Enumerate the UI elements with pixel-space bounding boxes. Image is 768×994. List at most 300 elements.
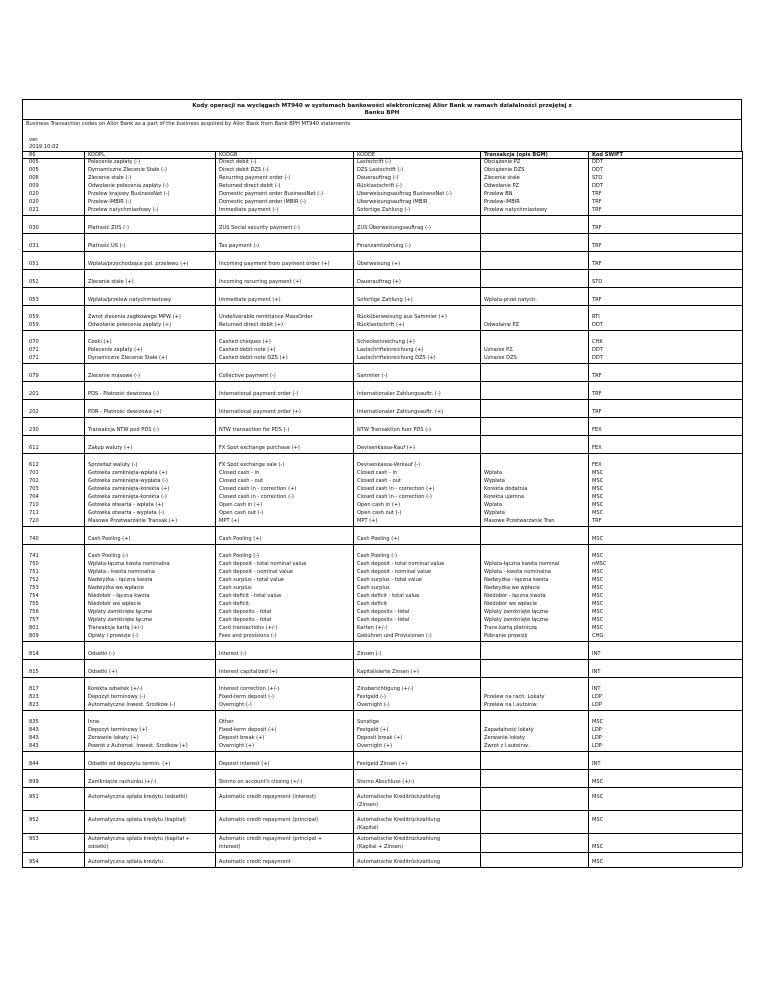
version-label: ver. (29, 137, 39, 143)
cell-kodpl: Polecenie zapłaty (+) (85, 347, 216, 355)
cell-kodde: Dauerauftrag (-) (354, 175, 481, 183)
cell-kodde: Überweisungsauftrag BusinessNet (-) (354, 191, 481, 199)
cell-swift (589, 834, 743, 845)
table-row (23, 625, 743, 633)
cell-code: 843 (23, 727, 85, 735)
cell-swift: MSC (589, 853, 743, 868)
cell-kodpl: Sprzedaż waluty (-) (85, 454, 216, 471)
cell-transakcja (481, 825, 589, 834)
cell-kodpl: PDR - Płatność dewizowa (+) (85, 400, 216, 418)
cell-kodde: Open cash out (-) (354, 510, 481, 518)
document-sheet (22, 99, 742, 868)
cell-code: 702 (23, 478, 85, 486)
table-row (23, 633, 743, 642)
cell-swift: INT (589, 660, 743, 678)
cell-transakcja: Wpłata-przel.natych. (481, 288, 589, 306)
cell-transakcja: Wpłaty zamknięte łączne (481, 609, 589, 617)
cell-code: 741 (23, 545, 85, 562)
table-row (23, 545, 743, 562)
cell-code: 755 (23, 601, 85, 609)
table-row (23, 694, 743, 702)
cell-kodde: Devisenkassa-Kauf (+) (354, 436, 481, 454)
cell-kodpl: Automatyczne Inwest. Środków (-) (85, 702, 216, 711)
cell-kodgb: International payment order (-) (216, 382, 354, 400)
cell-code: 703 (23, 486, 85, 494)
cell-kodde: Festgeld (-) (354, 694, 481, 702)
cell-kodde: Rücküberweisung aus Sammler (+) (354, 306, 481, 323)
cell-code: 751 (23, 569, 85, 577)
cell-kodgb: Returned direct debit (+) (216, 322, 354, 331)
table-row (23, 593, 743, 601)
cell-transakcja (481, 660, 589, 678)
cell-kodpl: Gotówka zamknięta-korekta (+) (85, 486, 216, 494)
cell-transakcja: Obciążenie DZS (481, 167, 589, 175)
cell-swift: CHG (589, 633, 743, 642)
cell-transakcja (481, 382, 589, 400)
cell-kodgb: Cash deposits - total (216, 617, 354, 625)
cell-transakcja (481, 853, 589, 868)
cell-code: 843 (23, 735, 85, 743)
cell-kodgb: Incoming payment from payment order (+) (216, 252, 354, 270)
cell-kodpl: Powrót z Automat. Inwest. Środków (+) (85, 743, 216, 752)
table-row (23, 577, 743, 585)
cell-code: 899 (23, 770, 85, 788)
table-row (23, 216, 743, 234)
cell-code: 005 (23, 159, 85, 168)
cell-kodde: Cash deposits - total (354, 617, 481, 625)
cell-swift: MSC (589, 494, 743, 502)
cell-code (23, 802, 85, 811)
cell-kodpl: Zakup waluty (+) (85, 436, 216, 454)
cell-code: 201 (23, 382, 85, 400)
cell-transakcja (481, 678, 589, 695)
cell-kodpl: Płatność US (-) (85, 234, 216, 252)
cell-swift: FEX (589, 436, 743, 454)
cell-kodde: Automatische Kreditrückzahlung (354, 811, 481, 826)
cell-kodpl: Inne (85, 711, 216, 728)
cell-code: 009 (23, 183, 85, 191)
cell-swift: TRF (589, 216, 743, 234)
table-row (23, 735, 743, 743)
cell-transakcja: Zapadalność lokaty (481, 727, 589, 735)
cell-kodpl: Depozyt terminowy (-) (85, 694, 216, 702)
table-row (23, 642, 743, 660)
cell-swift: MSC (589, 510, 743, 518)
cell-transakcja (481, 844, 589, 853)
cell-kodgb: Cashed debit note DZS (+) (216, 355, 354, 364)
cell-code: 005 (23, 167, 85, 175)
table-row (23, 802, 743, 811)
cell-transakcja (481, 642, 589, 660)
table-row (23, 752, 743, 770)
table-row (23, 347, 743, 355)
cell-code: 814 (23, 642, 85, 660)
table-row (23, 306, 743, 323)
transaction-codes-table (22, 151, 743, 867)
cell-code: 053 (23, 288, 85, 306)
cell-kodgb: Immediate payment (+) (216, 288, 354, 306)
cell-code: 230 (23, 418, 85, 436)
cell-kodpl: Transakcja NTW pod PDS (-) (85, 418, 216, 436)
cell-kodgb: Cashed cheques (+) (216, 331, 354, 348)
cell-kodde: Closed cash in - correction (+) (354, 486, 481, 494)
cell-transakcja (481, 306, 589, 323)
cell-swift: DDT (589, 159, 743, 168)
cell-transakcja (481, 436, 589, 454)
cell-transakcja (481, 545, 589, 562)
cell-kodde: Festgeld (+) (354, 727, 481, 735)
cell-kodgb: Cash deposit - nominal value (216, 569, 354, 577)
cell-transakcja (481, 802, 589, 811)
cell-swift: LDP (589, 727, 743, 735)
cell-transakcja: Obciążenie PZ (481, 159, 589, 168)
cell-kodgb: Fees and provisions (-) (216, 633, 354, 642)
cell-kodde: Deposit break (+) (354, 735, 481, 743)
cell-kodde: Überweisung (+) (354, 252, 481, 270)
header-transakcja: Transakcja (opis BGM) (481, 152, 589, 159)
cell-kodpl: Automatyczna spłata kredytu (kapitał) (85, 811, 216, 826)
cell-kodpl: Odsetki (+) (85, 660, 216, 678)
cell-code: 757 (23, 617, 85, 625)
cell-kodgb: Storno on account's closing (+/-) (216, 770, 354, 788)
cell-transakcja (481, 270, 589, 288)
table-row (23, 494, 743, 502)
cell-swift: MSC (589, 585, 743, 593)
cell-swift: MSC (589, 470, 743, 478)
header-kodde: KODDE (354, 152, 481, 159)
cell-code: 021 (23, 207, 85, 216)
cell-transakcja: Przelew na rach. Lokaty (481, 694, 589, 702)
table-row (23, 770, 743, 788)
cell-swift: MSC (589, 577, 743, 585)
cell-kodgb: Deposit interest (+) (216, 752, 354, 770)
cell-swift: TRF (589, 400, 743, 418)
table-row (23, 825, 743, 834)
cell-kodgb: International payment order (+) (216, 400, 354, 418)
cell-kodde: Karten (+/-) (354, 625, 481, 633)
cell-swift: TRF (589, 191, 743, 199)
table-row (23, 183, 743, 191)
cell-transakcja (481, 811, 589, 826)
cell-kodgb: Tax payment (-) (216, 234, 354, 252)
cell-transakcja (481, 364, 589, 382)
cell-swift: STO (589, 270, 743, 288)
cell-kodpl: Zamknięcie rachunku (+/-) (85, 770, 216, 788)
cell-kodgb: Cashed debit note (+) (216, 347, 354, 355)
table-row (23, 678, 743, 695)
cell-kodpl: Depozyt terminowy (+) (85, 727, 216, 735)
cell-swift: MSC (589, 502, 743, 510)
cell-swift: DDT (589, 167, 743, 175)
cell-swift: TRF (589, 207, 743, 216)
cell-transakcja: Masowe Przetwarzanie Tran (481, 518, 589, 527)
cell-kodgb: Domestic payment order BusinessNet (-) (216, 191, 354, 199)
cell-kodgb: Closed cash in - correction (+) (216, 486, 354, 494)
cell-transakcja (481, 418, 589, 436)
cell-swift: TRF (589, 288, 743, 306)
cell-code: 754 (23, 593, 85, 601)
cell-kodgb: Deposit break (+) (216, 735, 354, 743)
cell-code: 815 (23, 660, 85, 678)
cell-kodpl: Automatyczna spłata kredytu (odsetki) (85, 788, 216, 803)
cell-swift: MSC (589, 617, 743, 625)
cell-code: 701 (23, 470, 85, 478)
cell-swift: MSC (589, 811, 743, 826)
cell-code: 059 (23, 306, 85, 323)
cell-kodde: Sofortige Zahlung (+) (354, 288, 481, 306)
cell-code: 756 (23, 609, 85, 617)
table-row (23, 853, 743, 868)
cell-kodgb: Direct debit (-) (216, 159, 354, 168)
cell-kodpl: Cash Pooling (+) (85, 527, 216, 545)
cell-swift: MSC (589, 545, 743, 562)
cell-swift: TRF (589, 518, 743, 527)
cell-kodgb: Cash deposit - total nominal value (216, 561, 354, 569)
cell-swift: MSC (589, 478, 743, 486)
cell-code: 030 (23, 216, 85, 234)
table-row (23, 727, 743, 735)
table-row (23, 844, 743, 853)
cell-code: 051 (23, 252, 85, 270)
table-row (23, 702, 743, 711)
cell-code: 835 (23, 711, 85, 728)
cell-kodde: Open cash in (+) (354, 502, 481, 510)
cell-swift: FEX (589, 418, 743, 436)
cell-kodgb: FX Spot exchange purchase (+) (216, 436, 354, 454)
cell-kodpl: odsetki) (85, 844, 216, 853)
cell-kodde: Cash deficit - total value (354, 593, 481, 601)
cell-code: 704 (23, 494, 85, 502)
cell-transakcja (481, 711, 589, 728)
cell-kodde: Closed cash - out (354, 478, 481, 486)
table-row (23, 788, 743, 803)
cell-kodpl: Automatyczna spłata kredytu (kapitał + (85, 834, 216, 845)
cell-code: 817 (23, 678, 85, 695)
cell-code: 954 (23, 853, 85, 868)
cell-transakcja: Wypłata (481, 510, 589, 518)
cell-kodde: Cash deposit - nominal value (354, 569, 481, 577)
cell-kodgb (216, 802, 354, 811)
cell-kodde: Cash Pooling (+) (354, 527, 481, 545)
cell-kodgb: Collective payment (-) (216, 364, 354, 382)
cell-swift: LDP (589, 743, 743, 752)
table-row (23, 486, 743, 494)
cell-kodgb: Card transactions (+/-) (216, 625, 354, 633)
cell-code: 753 (23, 585, 85, 593)
table-row (23, 364, 743, 382)
cell-transakcja: Odwołanie PZ (481, 183, 589, 191)
cell-kodde: Finanzamtzahlung (-) (354, 234, 481, 252)
cell-transakcja: Uznanie DZS (481, 355, 589, 364)
table-row (23, 331, 743, 348)
cell-kodpl: Przelew natychmiastowy (-) (85, 207, 216, 216)
title-box (22, 99, 742, 120)
cell-kodgb (216, 825, 354, 834)
cell-kodpl: Gotówka zamknięta-korekta (-) (85, 494, 216, 502)
cell-transakcja: Niedobór we wpłacie (481, 601, 589, 609)
table-row (23, 510, 743, 518)
table-row (23, 159, 743, 168)
header-kodpl: KODPL (85, 152, 216, 159)
cell-kodpl: Korekta odsetek (+/-) (85, 678, 216, 695)
cell-kodgb: Fixed-term deposit (-) (216, 694, 354, 702)
cell-kodpl: Zwrot zlecenia zagłkowego MPW (+) (85, 306, 216, 323)
cell-transakcja: Pobranie prowizji (481, 633, 589, 642)
cell-kodde: Closed cash in - correction (-) (354, 494, 481, 502)
cell-transakcja: Wypłata (481, 478, 589, 486)
document-title: Kody operacji na wyciągach MT940 w systemach bankowości elektronicznej Alior Bank w ramach działalności przejętej z Banku BPH (192, 103, 572, 116)
cell-swift: nMSC (589, 561, 743, 569)
cell-code: 844 (23, 752, 85, 770)
cell-kodpl: Zlecenie stałe (+) (85, 270, 216, 288)
cell-transakcja: Wpłata-łączna kwota nominal (481, 561, 589, 569)
cell-swift: TRF (589, 382, 743, 400)
cell-kodpl: Wpłaty zamknięte łączne (85, 617, 216, 625)
cell-transakcja (481, 400, 589, 418)
cell-kodgb: Cash deposits - total (216, 609, 354, 617)
cell-kodpl: Przelew krajowy BusinessNet (-) (85, 191, 216, 199)
cell-code: 071 (23, 355, 85, 364)
cell-kodpl (85, 825, 216, 834)
cell-kodgb: Cash surplus (216, 585, 354, 593)
cell-transakcja: Wpłata (481, 502, 589, 510)
cell-swift (589, 802, 743, 811)
cell-kodgb: Automatic credit repayment (principal) (216, 811, 354, 826)
cell-kodde: Cash surplus - total value (354, 577, 481, 585)
cell-kodgb: Direct debit DZS (-) (216, 167, 354, 175)
cell-transakcja: Uznanie PZ (481, 347, 589, 355)
cell-swift: MSC (589, 569, 743, 577)
cell-kodpl: Transakcja kartą (+/-) (85, 625, 216, 633)
version-info (22, 134, 742, 151)
table-row (23, 270, 743, 288)
cell-kodde: DZS Lastschrift (-) (354, 167, 481, 175)
cell-kodpl (85, 802, 216, 811)
cell-transakcja: Przelew natychmiastowy (481, 207, 589, 216)
cell-swift: TRF (589, 364, 743, 382)
cell-code (23, 825, 85, 834)
cell-code: 020 (23, 199, 85, 207)
cell-swift: STO (589, 175, 743, 183)
cell-code: 710 (23, 502, 85, 510)
cell-kodde: (Kapital + Zinsen) (354, 844, 481, 853)
cell-swift: MSC (589, 601, 743, 609)
cell-kodde: Cash deficit (354, 601, 481, 609)
cell-code: 611 (23, 436, 85, 454)
cell-code: 740 (23, 527, 85, 545)
cell-code: 059 (23, 322, 85, 331)
cell-kodde: Rücklastschrift (-) (354, 183, 481, 191)
cell-kodgb: Cash surplus - total value (216, 577, 354, 585)
cell-code: 711 (23, 510, 85, 518)
cell-swift: MSC (589, 770, 743, 788)
cell-transakcja: Wpłata (481, 470, 589, 478)
table-row (23, 518, 743, 527)
cell-kodde: Überweisungsauftrag iMBIR (354, 199, 481, 207)
table-row (23, 382, 743, 400)
cell-swift: DDT (589, 355, 743, 364)
cell-swift: DDT (589, 347, 743, 355)
cell-kodgb: ZUS Social security payment (-) (216, 216, 354, 234)
cell-kodpl: Wpłata-łączna kwota nominalna (85, 561, 216, 569)
cell-swift: INT (589, 642, 743, 660)
cell-kodgb: Returned direct debit (-) (216, 183, 354, 191)
cell-kodgb: Cash Pooling (+) (216, 527, 354, 545)
cell-transakcja: Wpłaty zamknięte łączne (481, 617, 589, 625)
cell-kodpl: Zlecenie stałe (-) (85, 175, 216, 183)
cell-code: 752 (23, 577, 85, 585)
cell-kodpl: Cash Pooling (-) (85, 545, 216, 562)
table-row (23, 252, 743, 270)
cell-kodde: Lastschrifteinreichung (+) (354, 347, 481, 355)
cell-transakcja: Korekta ujemna (481, 494, 589, 502)
cell-swift: TRF (589, 252, 743, 270)
cell-transakcja (481, 454, 589, 471)
header-swift: Kod SWIFT (589, 152, 743, 159)
cell-kodgb: Cash deficit - total value (216, 593, 354, 601)
cell-swift: DDT (589, 183, 743, 191)
cell-code: 020 (23, 191, 85, 199)
cell-kodpl: Masowe Przetwarzanie Transak.(+) (85, 518, 216, 527)
cell-kodgb: Cash deficit (216, 601, 354, 609)
table-row (23, 601, 743, 609)
cell-kodpl: Niedobór - łączna kwota (85, 593, 216, 601)
cell-swift: MSC (589, 625, 743, 633)
cell-kodde: NTW Transaktion fuer PDS (-) (354, 418, 481, 436)
cell-kodgb: Automatic credit repayment (interest) (216, 788, 354, 803)
cell-kodde: Automatische Kreditrückzahlung (354, 853, 481, 868)
table-row (23, 207, 743, 216)
cell-kodpl: PDS - Płatność dewizowa (-) (85, 382, 216, 400)
cell-kodde: Devisenkassa-Verkauf (-) (354, 454, 481, 471)
cell-transakcja (481, 216, 589, 234)
cell-swift: MSC (589, 711, 743, 728)
table-row (23, 585, 743, 593)
cell-kodgb: Undeliverable remittance MassOrder (216, 306, 354, 323)
cell-kodpl: Wpłaty zamknięte łączne (85, 609, 216, 617)
table-row (23, 234, 743, 252)
cell-kodde: Cash Pooling (-) (354, 545, 481, 562)
cell-kodgb: Immediate payment (-) (216, 207, 354, 216)
cell-kodde: MPT (+) (354, 518, 481, 527)
cell-swift: MSC (589, 527, 743, 545)
cell-kodpl: Niedobór we wpłacie (85, 601, 216, 609)
cell-code: 750 (23, 561, 85, 569)
cell-kodgb: Open cash in (+) (216, 502, 354, 510)
cell-kodde: Lastschrifteinreichung DZS (+) (354, 355, 481, 364)
cell-kodde: Internationaler Zahlungsauftr. (+) (354, 400, 481, 418)
table-row (23, 711, 743, 728)
cell-code: 951 (23, 788, 85, 803)
cell-transakcja (481, 331, 589, 348)
cell-code: 809 (23, 633, 85, 642)
cell-code: 823 (23, 702, 85, 711)
table-row (23, 355, 743, 364)
cell-kodpl: Zlecenie masowe (-) (85, 364, 216, 382)
table-row (23, 191, 743, 199)
table-row (23, 288, 743, 306)
cell-swift: CHK (589, 331, 743, 348)
document-subtitle: Business Transaction codes on Alior Bank as a part of the business acquired by Alior Bank from Bank BPH MT940 statements (22, 120, 742, 134)
cell-kodde: Rücklastschrift (+) (354, 322, 481, 331)
cell-kodgb: Closed cash - out (216, 478, 354, 486)
cell-swift: INT (589, 678, 743, 695)
cell-code: 843 (23, 743, 85, 752)
header-kodgb: KODGB (216, 152, 354, 159)
cell-kodpl: Automatyczna spłata kredytu (85, 853, 216, 868)
cell-code (23, 844, 85, 853)
table-row (23, 478, 743, 486)
